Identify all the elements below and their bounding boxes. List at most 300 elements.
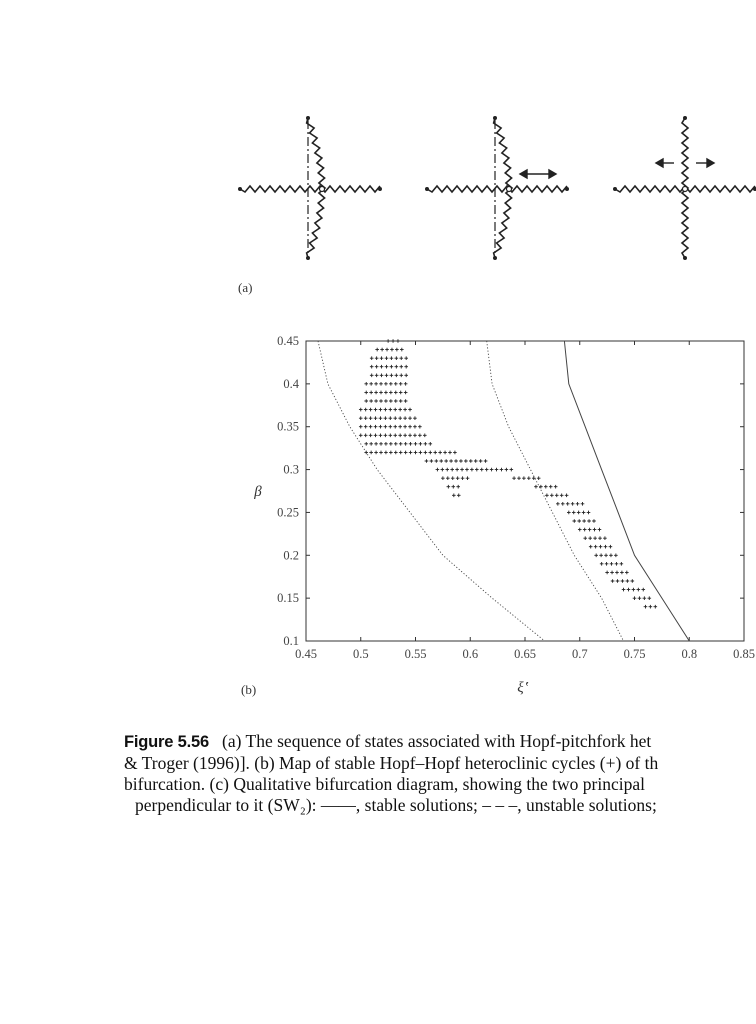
caption-line-3: bifurcation. (c) Qualitative bifurcation diagram, showing the two principal: [124, 774, 645, 794]
plus-marker: [465, 468, 469, 472]
node-dot: [378, 187, 382, 191]
plus-marker: [380, 348, 384, 352]
plus-marker: [370, 373, 374, 377]
plus-marker: [408, 433, 412, 437]
junction-node: [507, 187, 512, 192]
plus-marker: [512, 476, 516, 480]
node-dot: [683, 256, 687, 260]
node-dot: [493, 256, 497, 260]
plus-marker: [480, 468, 484, 472]
plus-marker: [644, 605, 648, 609]
plus-marker: [611, 579, 615, 583]
plus-marker: [598, 528, 602, 532]
plus-marker: [364, 433, 368, 437]
plus-marker: [389, 391, 393, 395]
plus-marker: [583, 536, 587, 540]
plus-marker: [593, 528, 597, 532]
plus-marker: [369, 442, 373, 446]
x-tick-label: 0.8: [681, 647, 698, 661]
plus-marker: [389, 442, 393, 446]
plus-marker: [409, 451, 413, 455]
plus-marker: [452, 493, 456, 497]
plus-marker: [424, 442, 428, 446]
plus-marker: [469, 459, 473, 463]
y-tick-label: 0.25: [277, 505, 299, 520]
plus-marker: [479, 459, 483, 463]
plus-marker: [475, 468, 479, 472]
plus-marker: [364, 399, 368, 403]
plus-marker: [631, 579, 635, 583]
y-tick-label: 0.1: [283, 634, 299, 648]
plus-marker: [605, 562, 609, 566]
plus-marker: [404, 365, 408, 369]
plus-marker: [643, 596, 647, 600]
plus-marker: [379, 408, 383, 412]
plus-marker: [500, 468, 504, 472]
plus-marker: [380, 365, 384, 369]
plus-marker: [419, 442, 423, 446]
plus-marker: [572, 511, 576, 515]
plus-marker: [369, 433, 373, 437]
plus-marker: [394, 391, 398, 395]
plus-marker: [384, 442, 388, 446]
arrow-head-left: [520, 170, 527, 178]
plus-marker: [396, 339, 400, 343]
stable-cycle-markers: [359, 339, 657, 608]
y-tick-label: 0.45: [277, 334, 299, 348]
plus-marker: [370, 356, 374, 360]
junction-node: [320, 187, 325, 192]
plus-marker: [593, 536, 597, 540]
x-tick-label: 0.65: [514, 647, 536, 661]
plus-marker: [413, 433, 417, 437]
junction-node: [683, 187, 688, 192]
plus-marker: [389, 408, 393, 412]
plus-marker: [395, 356, 399, 360]
plus-marker: [616, 579, 620, 583]
plus-marker: [375, 356, 379, 360]
plus-marker: [439, 459, 443, 463]
plus-marker: [638, 596, 642, 600]
y-tick-label: 0.4: [283, 376, 299, 391]
plus-marker: [609, 553, 613, 557]
plus-marker: [418, 433, 422, 437]
y-tick-label: 0.15: [277, 591, 299, 606]
plus-marker: [588, 536, 592, 540]
plus-marker: [384, 416, 388, 420]
plus-marker: [403, 433, 407, 437]
plus-marker: [379, 382, 383, 386]
node-dot: [425, 187, 429, 191]
plus-marker: [369, 382, 373, 386]
plus-marker: [510, 468, 514, 472]
plus-marker: [384, 382, 388, 386]
plus-marker: [453, 451, 457, 455]
plus-marker: [456, 485, 460, 489]
plus-marker: [404, 373, 408, 377]
plus-marker: [414, 442, 418, 446]
plus-marker: [592, 519, 596, 523]
plus-marker: [567, 511, 571, 515]
plus-marker: [399, 373, 403, 377]
plus-marker: [379, 416, 383, 420]
plus-marker: [374, 433, 378, 437]
plus-marker: [414, 451, 418, 455]
plus-marker: [588, 528, 592, 532]
plus-marker: [599, 545, 603, 549]
plus-marker: [379, 451, 383, 455]
x-tick-label: 0.85: [733, 647, 755, 661]
plus-marker: [393, 425, 397, 429]
plus-marker: [364, 391, 368, 395]
plus-marker: [364, 425, 368, 429]
plus-marker: [364, 451, 368, 455]
plus-marker: [393, 408, 397, 412]
plus-marker: [404, 451, 408, 455]
node-dot: [306, 256, 310, 260]
plus-marker: [380, 356, 384, 360]
plus-marker: [394, 382, 398, 386]
plus-marker: [393, 416, 397, 420]
plus-marker: [375, 348, 379, 352]
plus-marker: [527, 476, 531, 480]
plus-marker: [384, 451, 388, 455]
plus-marker: [587, 519, 591, 523]
boundary-curve-2: [487, 341, 624, 641]
plus-marker: [399, 451, 403, 455]
plus-marker: [544, 485, 548, 489]
plus-marker: [461, 476, 465, 480]
plus-marker: [375, 373, 379, 377]
plus-marker: [599, 553, 603, 557]
plus-marker: [456, 476, 460, 480]
plus-marker: [374, 399, 378, 403]
plus-marker: [582, 511, 586, 515]
plus-marker: [369, 399, 373, 403]
plus-marker: [379, 433, 383, 437]
plus-marker: [460, 468, 464, 472]
plus-marker: [578, 528, 582, 532]
plus-marker: [654, 605, 658, 609]
plus-marker: [359, 433, 363, 437]
y-tick-label: 0.2: [283, 548, 299, 563]
arrow-head-left: [656, 159, 663, 167]
plus-marker: [404, 356, 408, 360]
plus-marker: [647, 596, 651, 600]
plus-marker: [390, 348, 394, 352]
plus-marker: [428, 451, 432, 455]
plus-marker: [384, 433, 388, 437]
plus-marker: [549, 485, 553, 489]
plus-marker: [587, 511, 591, 515]
plus-marker: [423, 433, 427, 437]
plus-marker: [390, 365, 394, 369]
plus-marker: [385, 365, 389, 369]
plus-marker: [364, 416, 368, 420]
plus-marker: [517, 476, 521, 480]
plus-marker: [444, 459, 448, 463]
plus-marker: [425, 459, 429, 463]
plus-marker: [369, 451, 373, 455]
plus-marker: [457, 493, 461, 497]
plus-marker: [438, 451, 442, 455]
plus-marker: [398, 433, 402, 437]
plus-marker: [375, 365, 379, 369]
plus-marker: [364, 382, 368, 386]
plus-marker: [391, 339, 395, 343]
plus-marker: [577, 511, 581, 515]
x-tick-label: 0.45: [295, 647, 317, 661]
plus-marker: [398, 416, 402, 420]
plus-marker: [399, 365, 403, 369]
node-dot: [683, 116, 687, 120]
node-dot: [493, 116, 497, 120]
plus-marker: [374, 408, 378, 412]
plus-marker: [419, 451, 423, 455]
plus-marker: [649, 605, 653, 609]
plus-marker: [581, 502, 585, 506]
state-diagram-3: [613, 116, 756, 260]
y-tick-label: 0.3: [283, 462, 299, 477]
plus-marker: [449, 459, 453, 463]
figure-number: Figure 5.56: [124, 733, 209, 751]
caption-line-1-text: (a) The sequence of states associated with Hopf-pitchfork het: [222, 731, 652, 751]
plus-marker: [404, 442, 408, 446]
plus-marker: [399, 391, 403, 395]
plus-marker: [565, 493, 569, 497]
plus-marker: [399, 399, 403, 403]
plus-marker: [404, 399, 408, 403]
plus-marker: [545, 493, 549, 497]
plus-marker: [389, 425, 393, 429]
plus-marker: [598, 536, 602, 540]
plus-marker: [408, 408, 412, 412]
plus-marker: [589, 545, 593, 549]
plus-marker: [561, 502, 565, 506]
plus-marker: [441, 468, 445, 472]
plus-marker: [409, 442, 413, 446]
plus-marker: [484, 459, 488, 463]
x-tick-label: 0.75: [623, 647, 646, 661]
horizontal-wave: [240, 186, 380, 192]
plus-marker: [385, 356, 389, 360]
plus-marker: [583, 528, 587, 532]
node-dot: [565, 187, 569, 191]
plus-marker: [470, 468, 474, 472]
plot-frame: [306, 341, 744, 641]
plus-marker: [379, 442, 383, 446]
state-diagram-2: [425, 116, 569, 260]
plus-marker: [495, 468, 499, 472]
plus-marker: [560, 493, 564, 497]
plus-marker: [447, 485, 451, 489]
plus-marker: [610, 571, 614, 575]
plus-marker: [622, 588, 626, 592]
plus-marker: [576, 502, 580, 506]
plus-marker: [614, 553, 618, 557]
figure-caption: [124, 731, 756, 816]
plus-marker: [379, 399, 383, 403]
plus-marker: [395, 348, 399, 352]
plus-marker: [637, 588, 641, 592]
plus-marker: [466, 476, 470, 480]
plus-marker: [446, 476, 450, 480]
panel-a-state-diagrams: [230, 110, 756, 270]
plus-marker: [369, 425, 373, 429]
plus-marker: [433, 451, 437, 455]
plus-marker: [537, 476, 541, 480]
plus-marker: [424, 451, 428, 455]
plus-marker: [428, 442, 432, 446]
plus-marker: [374, 442, 378, 446]
plus-marker: [632, 588, 636, 592]
plus-marker: [555, 493, 559, 497]
caption-line-1: [124, 731, 756, 753]
plus-marker: [408, 425, 412, 429]
plus-marker: [609, 545, 613, 549]
plus-marker: [451, 476, 455, 480]
plus-marker: [404, 382, 408, 386]
plus-marker: [450, 468, 454, 472]
plus-marker: [359, 408, 363, 412]
plus-marker: [384, 425, 388, 429]
plus-marker: [394, 451, 398, 455]
plus-marker: [359, 416, 363, 420]
plus-marker: [399, 442, 403, 446]
plus-marker: [395, 373, 399, 377]
caption-line-4: perpendicular to it (SW₂): ——, stable solutions; – – –, unstable solutions;: [135, 795, 657, 815]
plus-marker: [626, 579, 630, 583]
plus-marker: [436, 468, 440, 472]
plus-marker: [385, 348, 389, 352]
node-dot: [613, 187, 617, 191]
plus-marker: [604, 545, 608, 549]
plus-marker: [577, 519, 581, 523]
panel-b-label: (b): [241, 682, 257, 697]
plus-marker: [403, 408, 407, 412]
plus-marker: [399, 356, 403, 360]
plus-marker: [620, 562, 624, 566]
plus-marker: [604, 553, 608, 557]
plus-marker: [394, 399, 398, 403]
plus-marker: [379, 425, 383, 429]
plus-marker: [374, 416, 378, 420]
plus-marker: [400, 348, 404, 352]
plus-marker: [522, 476, 526, 480]
x-tick-label: 0.55: [404, 647, 427, 661]
plus-marker: [448, 451, 452, 455]
plus-marker: [582, 519, 586, 523]
plus-marker: [605, 571, 609, 575]
x-tick-label: 0.7: [571, 647, 588, 661]
plus-marker: [390, 356, 394, 360]
plus-marker: [505, 468, 509, 472]
plus-marker: [399, 382, 403, 386]
plus-marker: [571, 502, 575, 506]
plus-marker: [625, 571, 629, 575]
plus-marker: [403, 425, 407, 429]
plus-marker: [554, 485, 558, 489]
horizontal-wave: [427, 186, 567, 192]
plus-marker: [389, 382, 393, 386]
plus-marker: [359, 425, 363, 429]
y-tick-label: 0.35: [277, 419, 299, 434]
plus-marker: [379, 391, 383, 395]
plus-marker: [369, 416, 373, 420]
plus-marker: [408, 416, 412, 420]
panel-a-label: (a): [238, 280, 253, 295]
plus-marker: [374, 391, 378, 395]
plus-marker: [474, 459, 478, 463]
arrow-head-right: [549, 170, 556, 178]
plus-marker: [380, 373, 384, 377]
plus-marker: [398, 425, 402, 429]
plus-marker: [534, 485, 538, 489]
node-dot: [238, 187, 242, 191]
plus-marker: [566, 502, 570, 506]
plus-marker: [641, 588, 645, 592]
plus-marker: [384, 391, 388, 395]
plus-marker: [556, 502, 560, 506]
caption-line-2: & Troger (1996)]. (b) Map of stable Hopf–Hopf heteroclinic cycles (+) of th: [124, 753, 659, 773]
plus-marker: [389, 399, 393, 403]
plus-marker: [384, 399, 388, 403]
plus-marker: [615, 571, 619, 575]
plus-marker: [430, 459, 434, 463]
plus-marker: [369, 408, 373, 412]
plus-marker: [370, 365, 374, 369]
boundary-curve-3: [564, 341, 689, 641]
plus-marker: [572, 519, 576, 523]
plus-marker: [386, 339, 390, 343]
plus-marker: [441, 476, 445, 480]
plus-marker: [394, 442, 398, 446]
plus-marker: [374, 382, 378, 386]
x-tick-label: 0.6: [462, 647, 479, 661]
plus-marker: [594, 553, 598, 557]
plus-marker: [459, 459, 463, 463]
plus-marker: [621, 579, 625, 583]
plus-marker: [443, 451, 447, 455]
x-axis-title: ξʽ: [517, 680, 529, 696]
plus-marker: [451, 485, 455, 489]
panel-b-chart: [0, 320, 756, 700]
plus-marker: [594, 545, 598, 549]
plus-marker: [633, 596, 637, 600]
plus-marker: [364, 442, 368, 446]
node-dot: [306, 116, 310, 120]
plus-marker: [413, 425, 417, 429]
plus-marker: [389, 451, 393, 455]
plus-marker: [603, 536, 607, 540]
plus-marker: [454, 459, 458, 463]
plus-marker: [550, 493, 554, 497]
plus-marker: [389, 416, 393, 420]
plus-marker: [464, 459, 468, 463]
plus-marker: [398, 408, 402, 412]
plus-marker: [445, 468, 449, 472]
state-diagram-1: [238, 116, 382, 260]
plus-marker: [610, 562, 614, 566]
plus-marker: [485, 468, 489, 472]
plus-marker: [390, 373, 394, 377]
plus-marker: [413, 416, 417, 420]
plus-marker: [455, 468, 459, 472]
boundary-curve-1: [318, 341, 545, 641]
plus-marker: [369, 391, 373, 395]
x-tick-label: 0.5: [352, 647, 369, 661]
plus-marker: [620, 571, 624, 575]
